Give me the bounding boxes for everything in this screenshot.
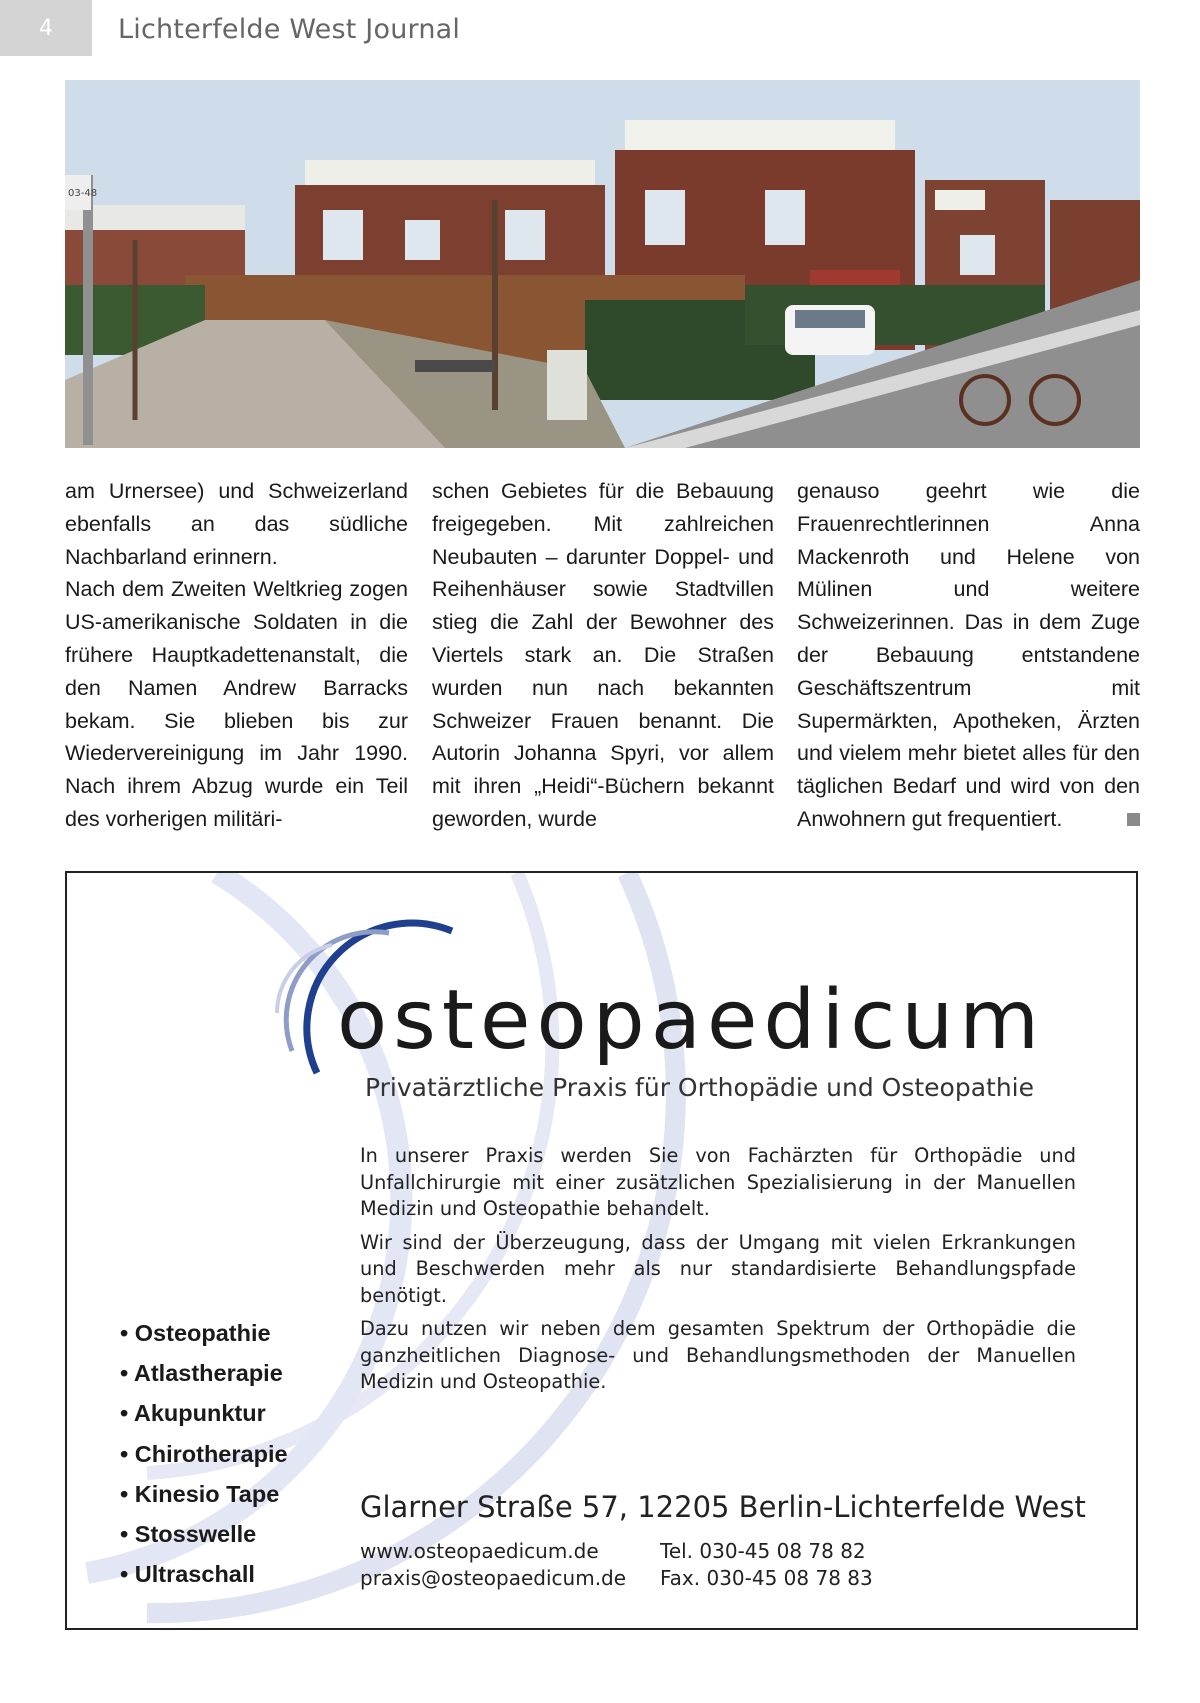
services-list xyxy=(120,1313,288,1594)
article-text: genauso geehrt wie die Frauenrechtlerinnen Anna Mackenroth und Helene von Mülinen und weitere Schweizerinnen. Das in dem Zuge der Bebauung entstandene Geschäftszentrum mit Supermärkten, Apotheken, Ärzten und vielem mehr bietet alles für den täglichen Bedarf und wird von den Anwohnern gut frequentiert. xyxy=(797,479,1140,831)
ad-paragraph: Wir sind der Überzeugung, dass der Umgang mit vielen Erkrankungen und Beschwerden mehr als nur standardisierte Behandlungspfade benötigt. xyxy=(360,1230,1076,1307)
phone-number: Tel. 030-45 08 78 82 xyxy=(660,1539,866,1563)
email-link[interactable]: praxis@osteopaedicum.de xyxy=(360,1566,627,1590)
website-link[interactable]: www.osteopaedicum.de xyxy=(360,1539,599,1563)
journal-title: Lichterfelde West Journal xyxy=(118,14,461,45)
ad-paragraph: In unserer Praxis werden Sie von Fachärzten für Orthopädie und Unfallchirurgie mit einer zusätzlichen Spezialisierung in der Manuellen Medizin und Osteopathie behandelt. xyxy=(360,1144,1076,1220)
end-mark-icon xyxy=(1127,813,1140,826)
advertisement xyxy=(65,871,1138,1630)
article-column-2 xyxy=(432,475,774,836)
service-item: • Kinesio Tape xyxy=(120,1474,288,1514)
article-photo xyxy=(65,80,1140,448)
article-paragraph: am Urnersee) und Schweizerland ebenfalls an das südliche Nachbarland erinnern. xyxy=(65,479,408,569)
ad-tagline: Privatärztliche Praxis für Orthopädie und Osteopathie xyxy=(365,1073,1035,1102)
osteopaedicum-logo: osteopaedicum xyxy=(337,973,1046,1068)
article-paragraph: schen Gebietes für die Bebauung freigegeben. Mit zahlreichen Neubauten – darunter Doppel- und Reihenhäuser sowie Stadtvillen stieg die Zahl der Bewohner des Viertels stark an. Die Straßen wurden nun nach bekannten Schweizer Frauen benannt. Die Autorin Johanna Spyri, vor allem mit ihren „Heidi“-Büchern bekannt geworden, wurde xyxy=(432,479,774,831)
service-item: • Atlastherapie xyxy=(120,1353,288,1393)
street-sign-text: 03-48 xyxy=(68,188,98,199)
ad-paragraph: Dazu nutzen wir neben dem gesamten Spektrum der Orthopädie die ganzheitlichen Diagnose- und Behandlungsmethoden der Manuellen Medizin und Osteopathie. xyxy=(360,1317,1076,1393)
article-paragraph: Nach dem Zweiten Weltkrieg zogen US-amerikanische Soldaten in die frühere Hauptkadettenanstalt, die den Namen Andrew Barracks bekam. Sie blieben bis zur Wiedervereinigung im Jahr 1990. Nach ihrem Abzug wurde ein Teil des vorherigen militäri- xyxy=(65,577,408,831)
fax-number: Fax. 030-45 08 78 83 xyxy=(660,1566,873,1590)
service-item: • Stosswelle xyxy=(120,1514,288,1554)
page-number: 4 xyxy=(0,0,92,56)
service-item: • Ultraschall xyxy=(120,1554,288,1594)
article-paragraph xyxy=(797,475,1140,836)
contact-details xyxy=(360,1538,920,1592)
service-item: • Osteopathie xyxy=(120,1313,288,1353)
service-item: • Chirotherapie xyxy=(120,1434,288,1474)
article-column-1 xyxy=(65,475,408,836)
practice-address: Glarner Straße 57, 12205 Berlin-Lichterfelde West xyxy=(360,1490,1086,1524)
ad-description xyxy=(360,1143,1076,1403)
service-item: • Akupunktur xyxy=(120,1393,288,1433)
article-column-3 xyxy=(797,475,1140,836)
